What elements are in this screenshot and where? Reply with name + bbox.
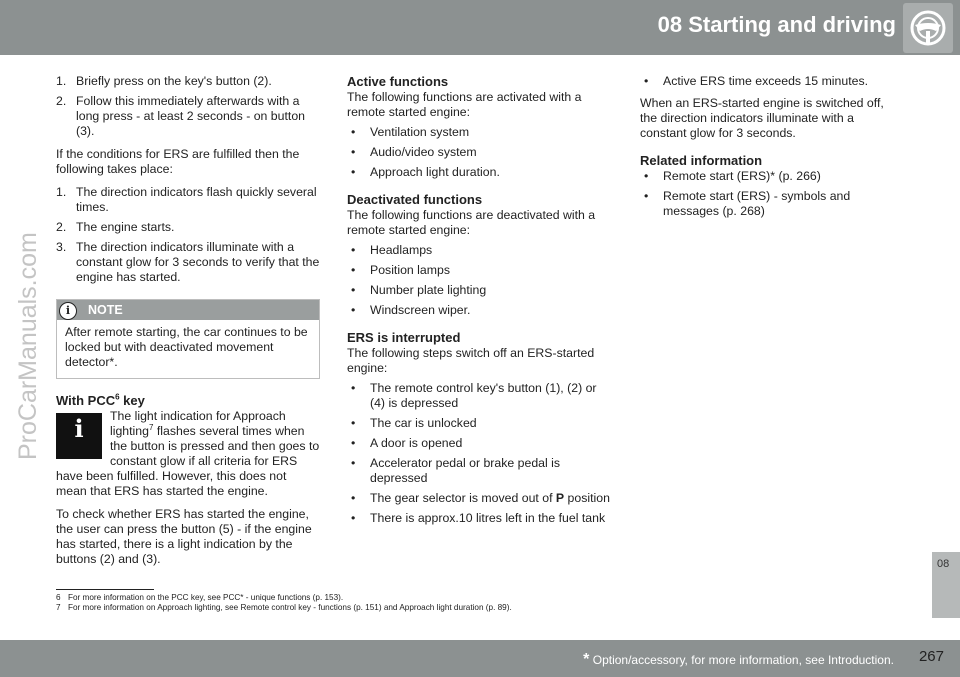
list-item: 2. Follow this immediately afterwards with a long press - at least 2 seconds - on button (3). (56, 94, 305, 138)
page-header (0, 0, 960, 55)
section-heading: Related information (640, 153, 763, 168)
paragraph: To check whether ERS has started the engine, the user can press the button (5) - if the engine has started, there is a light indication by the buttons (2) and (3). (56, 507, 312, 566)
list-item: • The gear selector is moved out of P position (351, 491, 610, 505)
info-icon: i (59, 302, 77, 320)
paragraph: The following steps switch off an ERS-started engine: (347, 346, 595, 375)
note-header (57, 300, 319, 320)
note-text: After remote starting, the car continues to be locked but with deactivated movement detector*. (65, 325, 308, 369)
step-list-b (56, 185, 320, 285)
list-item: 1. Briefly press on the key's button (2). (56, 74, 272, 88)
related-links (640, 169, 902, 219)
note-box (56, 299, 320, 379)
list-item: • There is approx.10 litres left in the fuel tank (351, 511, 606, 525)
list-item: • The car is unlocked (351, 416, 477, 430)
section-heading: Active functions (347, 74, 449, 89)
list-item: 2. The engine starts. (56, 220, 175, 234)
step-list-a (56, 74, 320, 139)
list-item: • Windscreen wiper. (351, 303, 471, 317)
watermark: ProCarManuals.com (14, 232, 42, 460)
list-item: • Approach light duration. (351, 165, 500, 179)
column-2 (347, 74, 613, 533)
option-footnote: * Option/accessory, for more information, see Introduction. (583, 651, 894, 668)
page-footer (0, 640, 960, 677)
list-item: • Ventilation system (351, 125, 470, 139)
related-link[interactable]: • Remote start (ERS)* (p. 266) (644, 169, 821, 183)
bullet-list (347, 381, 613, 526)
list-item: • Headlamps (351, 243, 433, 257)
paragraph: If the conditions for ERS are fulfilled then the following takes place: (56, 147, 300, 176)
bullet-list (640, 74, 902, 89)
bullet-list (347, 125, 613, 180)
paragraph: The following functions are activated with a remote started engine: (347, 90, 582, 119)
list-item: • The remote control key's button (1), (2) or (4) is depressed (351, 381, 597, 410)
list-item: • Audio/video system (351, 145, 477, 159)
chapter-title: 08 Starting and driving (657, 12, 896, 37)
pcc-paragraph: i The light indication for Approach lighting$^7$ flashes several times when the button is pressed and then goes to constant glow if all criteria for ERS have been fulfilled. However, this does not mean that ERS has started the engine. (56, 409, 320, 498)
chapter-tab: 08 (932, 552, 960, 618)
list-item: 3. The direction indicators illuminate with a constant glow for 3 seconds to verify that the engine has started. (56, 240, 320, 284)
page-number: 267 (918, 648, 944, 665)
list-item: • Active ERS time exceeds 15 minutes. (644, 74, 869, 88)
footnote-divider (56, 589, 154, 590)
list-item: 1. The direction indicators flash quickly several times. (56, 185, 317, 214)
list-item: • Number plate lighting (351, 283, 487, 297)
paragraph: When an ERS-started engine is switched off, the direction indicators illuminate with a constant glow for 3 seconds. (640, 96, 884, 140)
list-item: • A door is opened (351, 436, 463, 450)
section-heading: With PCC$^6$ key (56, 392, 145, 408)
section-heading: ERS is interrupted (347, 330, 461, 345)
info-icon: i (56, 413, 102, 459)
steering-wheel-icon (903, 3, 953, 53)
list-item: • Position lamps (351, 263, 450, 277)
paragraph: The following functions are deactivated with a remote started engine: (347, 208, 596, 237)
bullet-list (347, 243, 613, 318)
column-3 (640, 74, 902, 226)
section-heading: Deactivated functions (347, 192, 483, 207)
column-1 (56, 74, 320, 575)
related-link[interactable]: • Remote start (ERS) - symbols and messages (p. 268) (644, 189, 851, 218)
note-title: NOTE (88, 303, 123, 317)
list-item: • Accelerator pedal or brake pedal is depressed (351, 456, 561, 485)
